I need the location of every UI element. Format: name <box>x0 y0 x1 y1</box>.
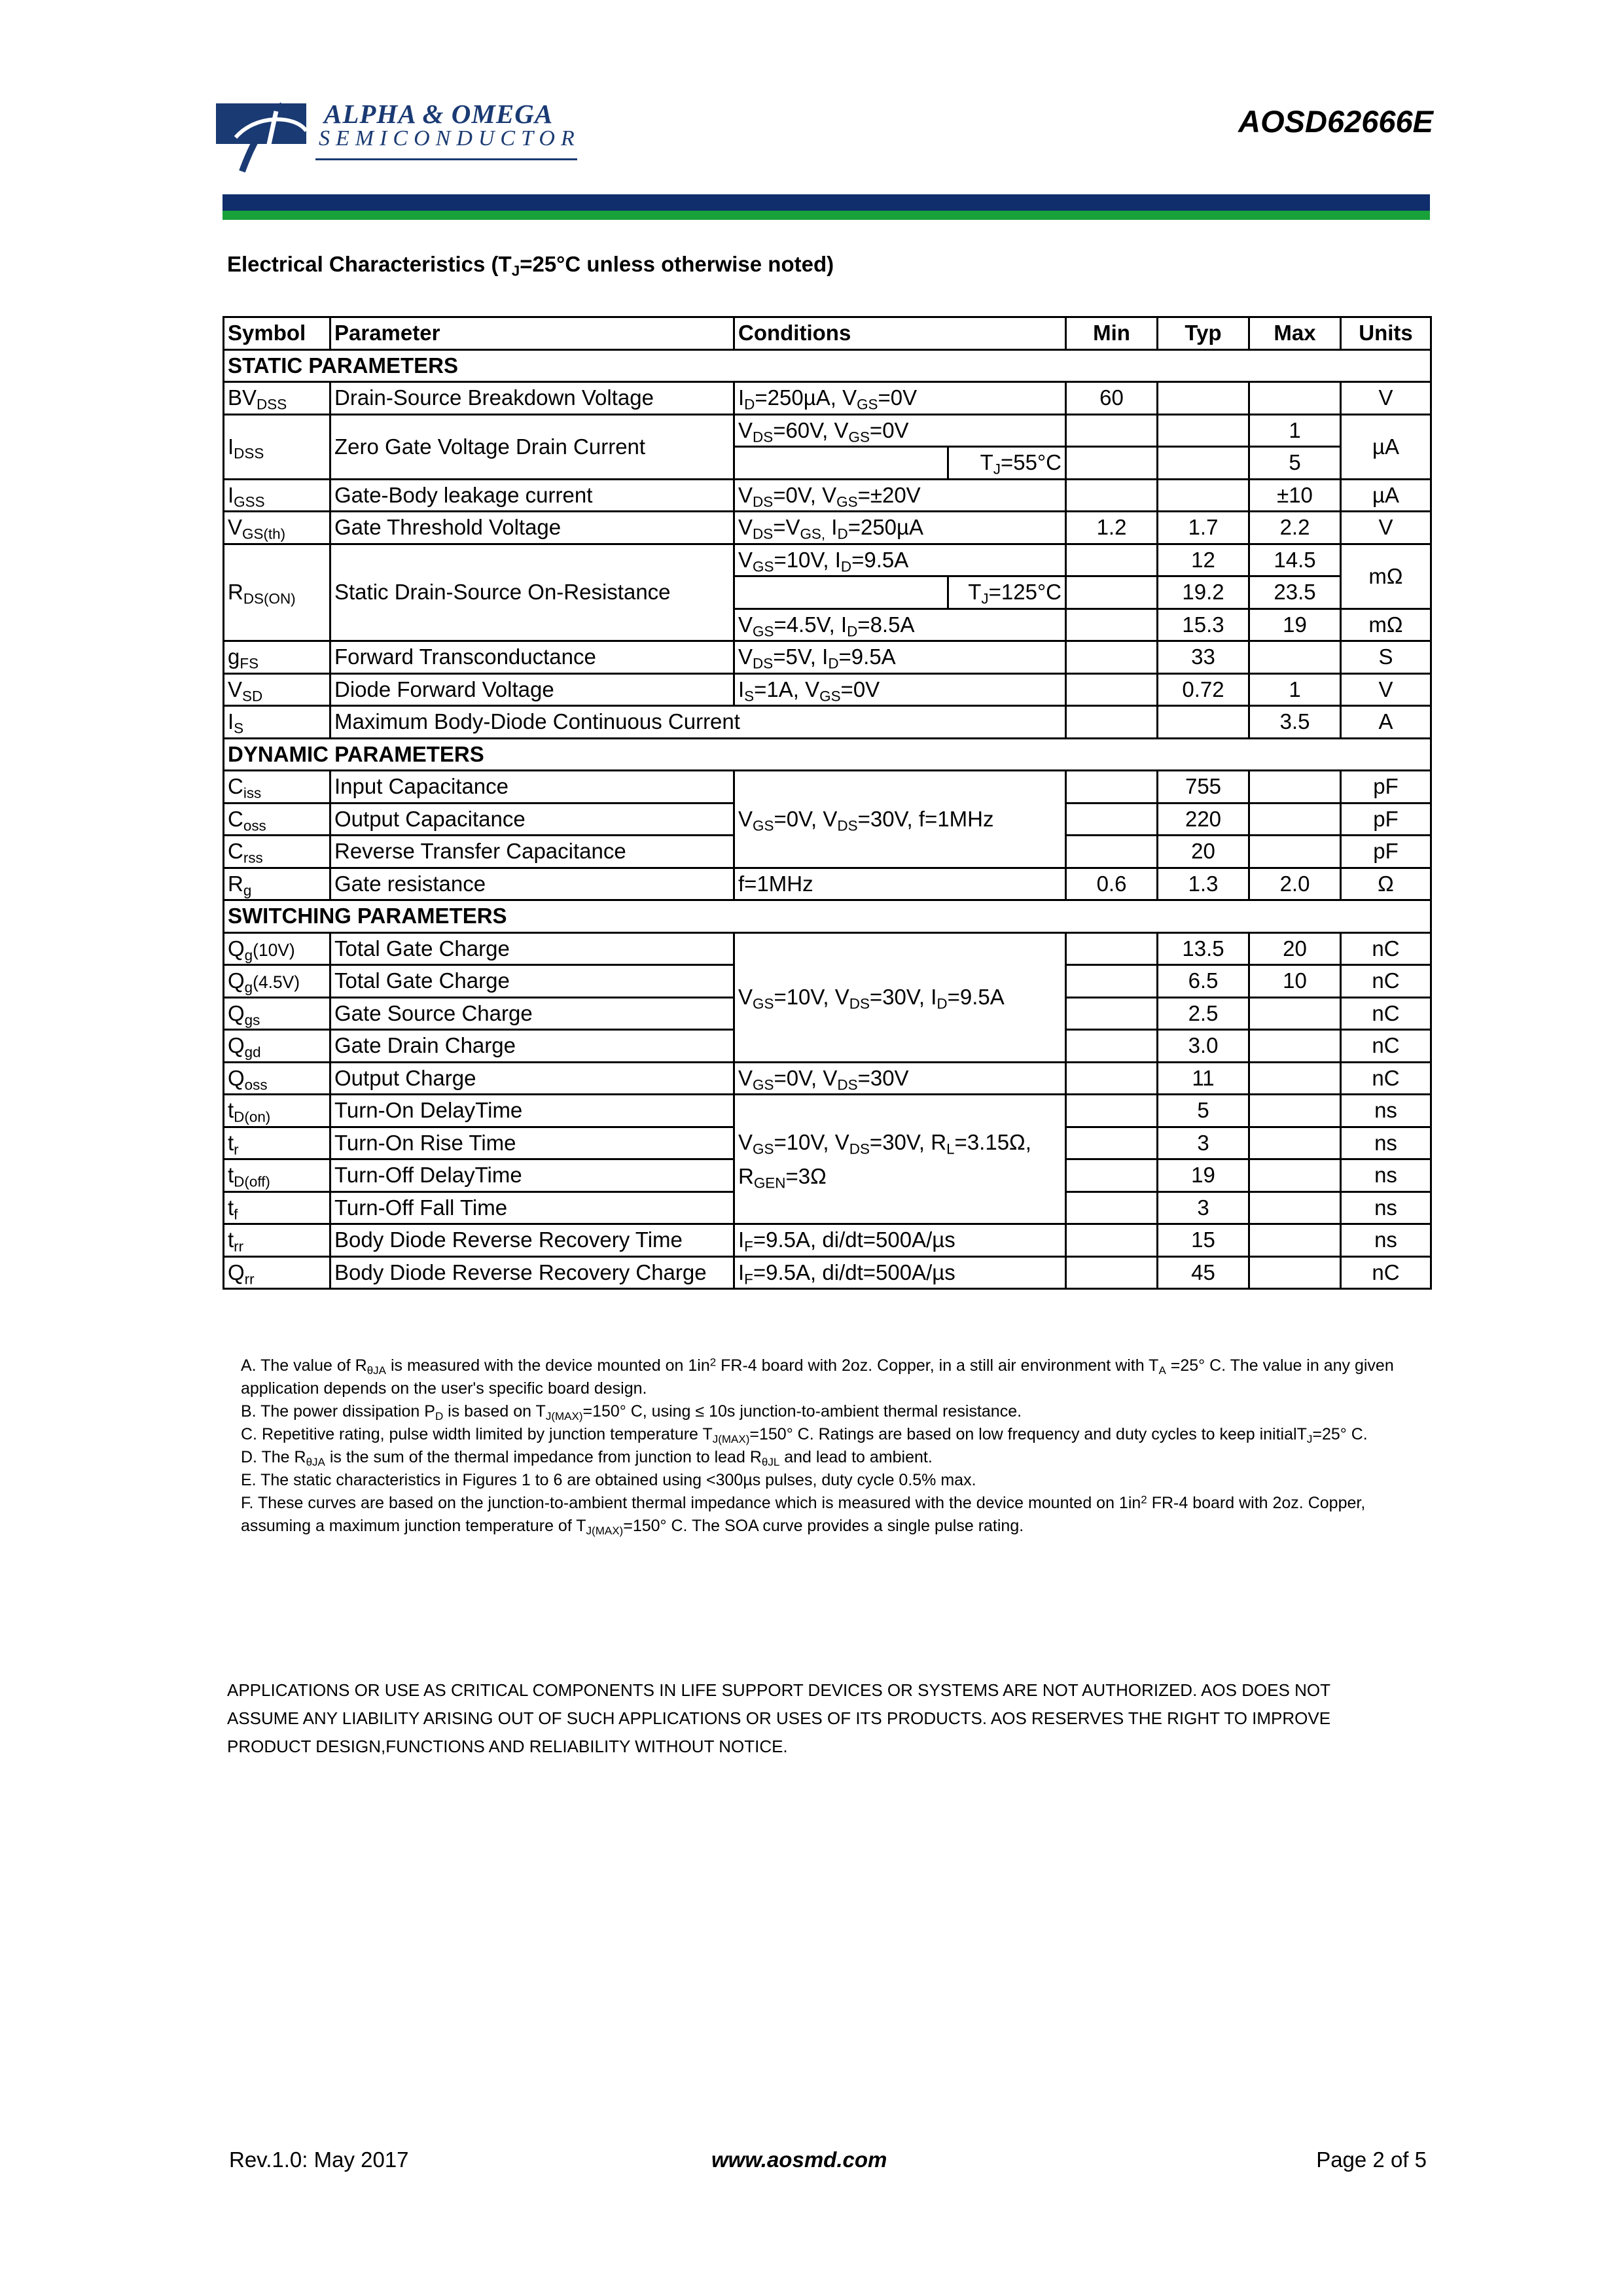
conditions-cell: $V_{DS}=60V$, $V_{GS}=0V$ <box>734 414 1066 447</box>
max-cell <box>1249 997 1341 1030</box>
units-cell: V <box>1341 512 1431 544</box>
conditions-cell: $V_{DS}=0V$, $V_{GS}=\pm 20V$ <box>734 479 1066 512</box>
typ-cell: 19.2 <box>1158 576 1249 609</box>
max-cell: 2.0 <box>1249 868 1341 900</box>
table-row <box>224 479 1431 512</box>
parameter-cell: Static Drain-Source On-Resistance <box>330 544 734 641</box>
parameter-cell: Turn-On Rise Time <box>330 1127 734 1159</box>
max-cell <box>1249 1062 1341 1095</box>
table-row <box>224 673 1431 706</box>
min-cell <box>1066 1095 1158 1127</box>
units-cell: µA <box>1341 479 1431 512</box>
section-row <box>224 900 1431 933</box>
typ-cell: 12 <box>1158 544 1249 576</box>
typ-cell: 13.5 <box>1158 932 1249 965</box>
parameter-cell: Total Gate Charge <box>330 932 734 965</box>
typ-cell <box>1158 706 1249 739</box>
header-min: Min <box>1066 317 1158 350</box>
units-cell: A <box>1341 706 1431 739</box>
conditions-cell: $I_S=1A$, $V_{GS}=0V$ <box>734 673 1066 706</box>
parameter-cell: Maximum Body-Diode Continuous Current <box>330 706 1066 739</box>
conditions-cell: $V_{GS}=10V$, $I_D=9.5A$ <box>734 544 1066 576</box>
min-cell <box>1066 803 1158 836</box>
max-cell: 5 <box>1249 447 1341 480</box>
max-cell <box>1249 1256 1341 1289</box>
typ-cell <box>1158 447 1249 480</box>
units-cell: ns <box>1341 1095 1431 1127</box>
typ-cell: 19 <box>1158 1159 1249 1192</box>
min-cell <box>1066 609 1158 641</box>
disclaimer <box>227 1676 1418 1761</box>
section-dynamic: DYNAMIC PARAMETERS <box>224 738 1431 771</box>
units-cell: nC <box>1341 997 1431 1030</box>
parameter-cell: Gate Source Charge <box>330 997 734 1030</box>
units-cell: nC <box>1341 1256 1431 1289</box>
conditions-cell: f=1MHz <box>734 868 1066 900</box>
units-cell: ns <box>1341 1159 1431 1192</box>
parameter-cell: Drain-Source Breakdown Voltage <box>330 382 734 415</box>
min-cell <box>1066 997 1158 1030</box>
note-c: C. Repetitive rating, pulse width limited by junction temperature $T_{J(MAX)}=150^\circ$ C. Ratings are based on low frequency and duty cycles to keep initialT$_J$=25° C. <box>241 1425 1368 1445</box>
table-row <box>224 706 1431 739</box>
symbol-cell: $Q_g(10V)$ <box>224 932 330 965</box>
units-cell: nC <box>1341 1062 1431 1095</box>
max-cell <box>1249 1192 1341 1224</box>
symbol-cell: $I_{DSS}$ <box>224 414 330 479</box>
units-cell: ns <box>1341 1224 1431 1257</box>
page-number: Page 2 of 5 <box>1316 2147 1427 2172</box>
typ-cell: 45 <box>1158 1256 1249 1289</box>
conditions-cell: $V_{DS}=5V$, $I_D=9.5A$ <box>734 641 1066 674</box>
min-cell <box>1066 447 1158 480</box>
min-cell <box>1066 932 1158 965</box>
typ-cell <box>1158 414 1249 447</box>
parameter-cell: Turn-Off DelayTime <box>330 1159 734 1192</box>
typ-cell: 3 <box>1158 1127 1249 1159</box>
table-row <box>224 544 1431 576</box>
units-cell: S <box>1341 641 1431 674</box>
symbol-cell: $C_{rss}$ <box>224 836 330 868</box>
min-cell <box>1066 771 1158 804</box>
typ-cell <box>1158 479 1249 512</box>
notes <box>241 1354 1406 1538</box>
parameter-cell: Forward Transconductance <box>330 641 734 674</box>
units-cell: mΩ <box>1341 609 1431 641</box>
max-cell <box>1249 1127 1341 1159</box>
symbol-cell: $V_{SD}$ <box>224 673 330 706</box>
max-cell <box>1249 1159 1341 1192</box>
typ-cell: 1.7 <box>1158 512 1249 544</box>
typ-cell: 755 <box>1158 771 1249 804</box>
symbol-cell: $C_{iss}$ <box>224 771 330 804</box>
min-cell: 0.6 <box>1066 868 1158 900</box>
header-conditions: Conditions <box>734 317 1066 350</box>
units-cell: pF <box>1341 836 1431 868</box>
typ-cell: 11 <box>1158 1062 1249 1095</box>
units-cell: µA <box>1341 414 1431 479</box>
min-cell <box>1066 836 1158 868</box>
website-link[interactable]: www.aosmd.com <box>711 2147 887 2172</box>
parameter-cell: Turn-Off Fall Time <box>330 1192 734 1224</box>
units-cell: nC <box>1341 1030 1431 1063</box>
min-cell <box>1066 641 1158 674</box>
parameter-cell: Reverse Transfer Capacitance <box>330 836 734 868</box>
symbol-cell: $Q_{gd}$ <box>224 1030 330 1063</box>
max-cell <box>1249 1095 1341 1127</box>
header-band-blue <box>223 194 1430 211</box>
units-cell: ns <box>1341 1192 1431 1224</box>
section-switching: SWITCHING PARAMETERS <box>224 900 1431 933</box>
company-name: ALPHA & OMEGA <box>324 99 554 129</box>
electrical-characteristics-table <box>223 316 1432 1290</box>
min-cell <box>1066 1062 1158 1095</box>
max-cell: 1 <box>1249 673 1341 706</box>
table-header-row <box>224 317 1431 350</box>
symbol-cell: $I_{GSS}$ <box>224 479 330 512</box>
symbol-cell: $g_{FS}$ <box>224 641 330 674</box>
min-cell <box>1066 965 1158 998</box>
symbol-cell: $Q_{rr}$ <box>224 1256 330 1289</box>
header-units: Units <box>1341 317 1431 350</box>
header-max: Max <box>1249 317 1341 350</box>
conditions-cell: $I_F=9.5A$, di/dt=500A/µs <box>734 1256 1066 1289</box>
parameter-cell: Total Gate Charge <box>330 965 734 998</box>
table-row <box>224 771 1431 804</box>
min-cell <box>1066 1224 1158 1257</box>
note-d: D. The $R_{\theta JA}$ is the sum of the thermal impedance from junction to lead $R_{\theta JL}$ and lead to ambient. <box>241 1448 933 1468</box>
parameter-cell: Gate Drain Charge <box>330 1030 734 1063</box>
company-subtitle: SEMICONDUCTOR <box>319 126 580 150</box>
min-cell <box>1066 1256 1158 1289</box>
symbol-cell: $I_S$ <box>224 706 330 739</box>
conditions-cell: $V_{DS}=V_{GS,}$ $I_D=250\mu A$ <box>734 512 1066 544</box>
symbol-cell: $C_{oss}$ <box>224 803 330 836</box>
parameter-cell: Input Capacitance <box>330 771 734 804</box>
max-cell <box>1249 836 1341 868</box>
parameter-cell: Body Diode Reverse Recovery Charge <box>330 1256 734 1289</box>
note-e: E. The static characteristics in Figures 1 to 6 are obtained using <300µs pulses, duty cycle 0.5% max. <box>241 1471 976 1489</box>
conditions-cell <box>734 576 948 609</box>
symbol-cell: $BV_{DSS}$ <box>224 382 330 415</box>
min-cell <box>1066 479 1158 512</box>
typ-cell: 6.5 <box>1158 965 1249 998</box>
conditions-cell: $V_{GS}=10V$, $V_{DS}=30V$, $I_D=9.5A$ <box>734 932 1066 1062</box>
conditions-cell: $V_{GS}=0V$, $V_{DS}=30V$ <box>734 1062 1066 1095</box>
max-cell <box>1249 641 1341 674</box>
max-cell: 2.2 <box>1249 512 1341 544</box>
parameter-cell: Zero Gate Voltage Drain Current <box>330 414 734 479</box>
max-cell: 23.5 <box>1249 576 1341 609</box>
conditions-temp-cell: $T_J=55^\circ C$ <box>948 447 1066 480</box>
table-row <box>224 1095 1431 1127</box>
note-a: A. The value of $R_{\theta JA}$ is measured with the device mounted on $1in^2$ FR-4 board with 2oz. Copper, in a still air environment with $T_A =25^\circ$ C. The value in any given application depends on the user's specific board design. <box>241 1356 1394 1398</box>
symbol-cell: $V_{GS(th)}$ <box>224 512 330 544</box>
note-f: F. These curves are based on the junction-to-ambient thermal impedance which is measured with the device mounted on $1in^2$ FR-4 board with 2oz. Copper, assuming a maximum junction temperature of $T_{J(MAX)}=150^\circ$ C. The SOA curve provides a single pulse rating. <box>241 1493 1366 1537</box>
parameter-cell: Body Diode Reverse Recovery Time <box>330 1224 734 1257</box>
table-row <box>224 932 1431 965</box>
table-row <box>224 512 1431 544</box>
table-row <box>224 641 1431 674</box>
typ-cell: 1.3 <box>1158 868 1249 900</box>
units-cell: Ω <box>1341 868 1431 900</box>
table-row <box>224 868 1431 900</box>
max-cell <box>1249 1224 1341 1257</box>
symbol-cell: $Q_g(4.5V)$ <box>224 965 330 998</box>
max-cell <box>1249 771 1341 804</box>
max-cell <box>1249 803 1341 836</box>
max-cell: 19 <box>1249 609 1341 641</box>
max-cell: 3.5 <box>1249 706 1341 739</box>
section-static: STATIC PARAMETERS <box>224 349 1431 382</box>
min-cell <box>1066 1030 1158 1063</box>
conditions-cell: $V_{GS}=4.5V$, $I_D=8.5A$ <box>734 609 1066 641</box>
table-row <box>224 414 1431 447</box>
max-cell: ±10 <box>1249 479 1341 512</box>
typ-cell: 20 <box>1158 836 1249 868</box>
symbol-cell: $t_{D(off)}$ <box>224 1159 330 1192</box>
conditions-cell: $I_F=9.5A$, di/dt=500A/µs <box>734 1224 1066 1257</box>
typ-cell: 2.5 <box>1158 997 1249 1030</box>
table-row <box>224 1062 1431 1095</box>
max-cell <box>1249 382 1341 415</box>
units-cell: nC <box>1341 932 1431 965</box>
min-cell <box>1066 706 1158 739</box>
units-cell: V <box>1341 382 1431 415</box>
revision-label: Rev.1.0: May 2017 <box>229 2147 409 2172</box>
typ-cell <box>1158 382 1249 415</box>
symbol-cell: $R_g$ <box>224 868 330 900</box>
note-b: B. The power dissipation $P_D$ is based on $T_{J(MAX)}=150^\circ$ C, using ≤ 10s junction-to-ambient thermal resistance. <box>241 1402 1022 1422</box>
disclaimer-line: APPLICATIONS OR USE AS CRITICAL COMPONENTS IN LIFE SUPPORT DEVICES OR SYSTEMS ARE NOT AUTHORIZED. AOS DOES NOT <box>227 1680 1331 1700</box>
symbol-cell: $t_{rr}$ <box>224 1224 330 1257</box>
min-cell <box>1066 673 1158 706</box>
parameter-cell: Gate Threshold Voltage <box>330 512 734 544</box>
typ-cell: 3 <box>1158 1192 1249 1224</box>
typ-cell: 15.3 <box>1158 609 1249 641</box>
symbol-cell: $t_f$ <box>224 1192 330 1224</box>
units-cell: V <box>1341 673 1431 706</box>
min-cell: 60 <box>1066 382 1158 415</box>
max-cell: 14.5 <box>1249 544 1341 576</box>
disclaimer-line: ASSUME ANY LIABILITY ARISING OUT OF SUCH APPLICATIONS OR USES OF ITS PRODUCTS. AOS RESERVES THE RIGHT TO IMPROVE <box>227 1708 1331 1728</box>
header-band-green <box>223 211 1430 220</box>
section-title: Electrical Characteristics ($T_J=25^\circ C$ unless otherwise noted) <box>227 252 834 279</box>
parameter-cell: Turn-On DelayTime <box>330 1095 734 1127</box>
typ-cell: 3.0 <box>1158 1030 1249 1063</box>
min-cell <box>1066 1127 1158 1159</box>
min-cell <box>1066 544 1158 576</box>
table-row <box>224 382 1431 415</box>
parameter-cell: Output Charge <box>330 1062 734 1095</box>
symbol-cell: $t_{D(on)}$ <box>224 1095 330 1127</box>
units-cell: pF <box>1341 771 1431 804</box>
typ-cell: 220 <box>1158 803 1249 836</box>
max-cell <box>1249 1030 1341 1063</box>
max-cell: 10 <box>1249 965 1341 998</box>
conditions-cell: $I_D=250\mu A$, $V_{GS}=0V$ <box>734 382 1066 415</box>
conditions-cell: $V_{GS}=0V$, $V_{DS}=30V$, f=1MHz <box>734 771 1066 868</box>
parameter-cell: Output Capacitance <box>330 803 734 836</box>
table-row <box>224 1256 1431 1289</box>
typ-cell: 15 <box>1158 1224 1249 1257</box>
table-row <box>224 1224 1431 1257</box>
min-cell <box>1066 1159 1158 1192</box>
symbol-cell: $Q_{oss}$ <box>224 1062 330 1095</box>
conditions-temp-cell: $T_J=125^\circ C$ <box>948 576 1066 609</box>
units-cell: pF <box>1341 803 1431 836</box>
parameter-cell: Gate-Body leakage current <box>330 479 734 512</box>
symbol-cell: $t_r$ <box>224 1127 330 1159</box>
header-symbol: Symbol <box>224 317 330 350</box>
section-row <box>224 349 1431 382</box>
max-cell: 1 <box>1249 414 1341 447</box>
header-typ: Typ <box>1158 317 1249 350</box>
typ-cell: 33 <box>1158 641 1249 674</box>
min-cell <box>1066 414 1158 447</box>
min-cell: 1.2 <box>1066 512 1158 544</box>
conditions-cell <box>734 447 948 480</box>
units-cell: ns <box>1341 1127 1431 1159</box>
conditions-cell: $V_{GS}=10V$, $V_{DS}=30V$, $R_L=3.15\Omega$, $R_{GEN}=3\Omega$ <box>734 1095 1066 1224</box>
section-row <box>224 738 1431 771</box>
parameter-cell: Diode Forward Voltage <box>330 673 734 706</box>
max-cell: 20 <box>1249 932 1341 965</box>
header-parameter: Parameter <box>330 317 734 350</box>
parameter-cell: Gate resistance <box>330 868 734 900</box>
typ-cell: 5 <box>1158 1095 1249 1127</box>
symbol-cell: $Q_{gs}$ <box>224 997 330 1030</box>
part-number: AOSD62666E <box>1238 104 1433 139</box>
symbol-cell: $R_{DS(ON)}$ <box>224 544 330 641</box>
typ-cell: 0.72 <box>1158 673 1249 706</box>
disclaimer-line: PRODUCT DESIGN,FUNCTIONS AND RELIABILITY WITHOUT NOTICE. <box>227 1737 788 1756</box>
min-cell <box>1066 576 1158 609</box>
units-cell: nC <box>1341 965 1431 998</box>
min-cell <box>1066 1192 1158 1224</box>
units-cell: mΩ <box>1341 544 1431 609</box>
